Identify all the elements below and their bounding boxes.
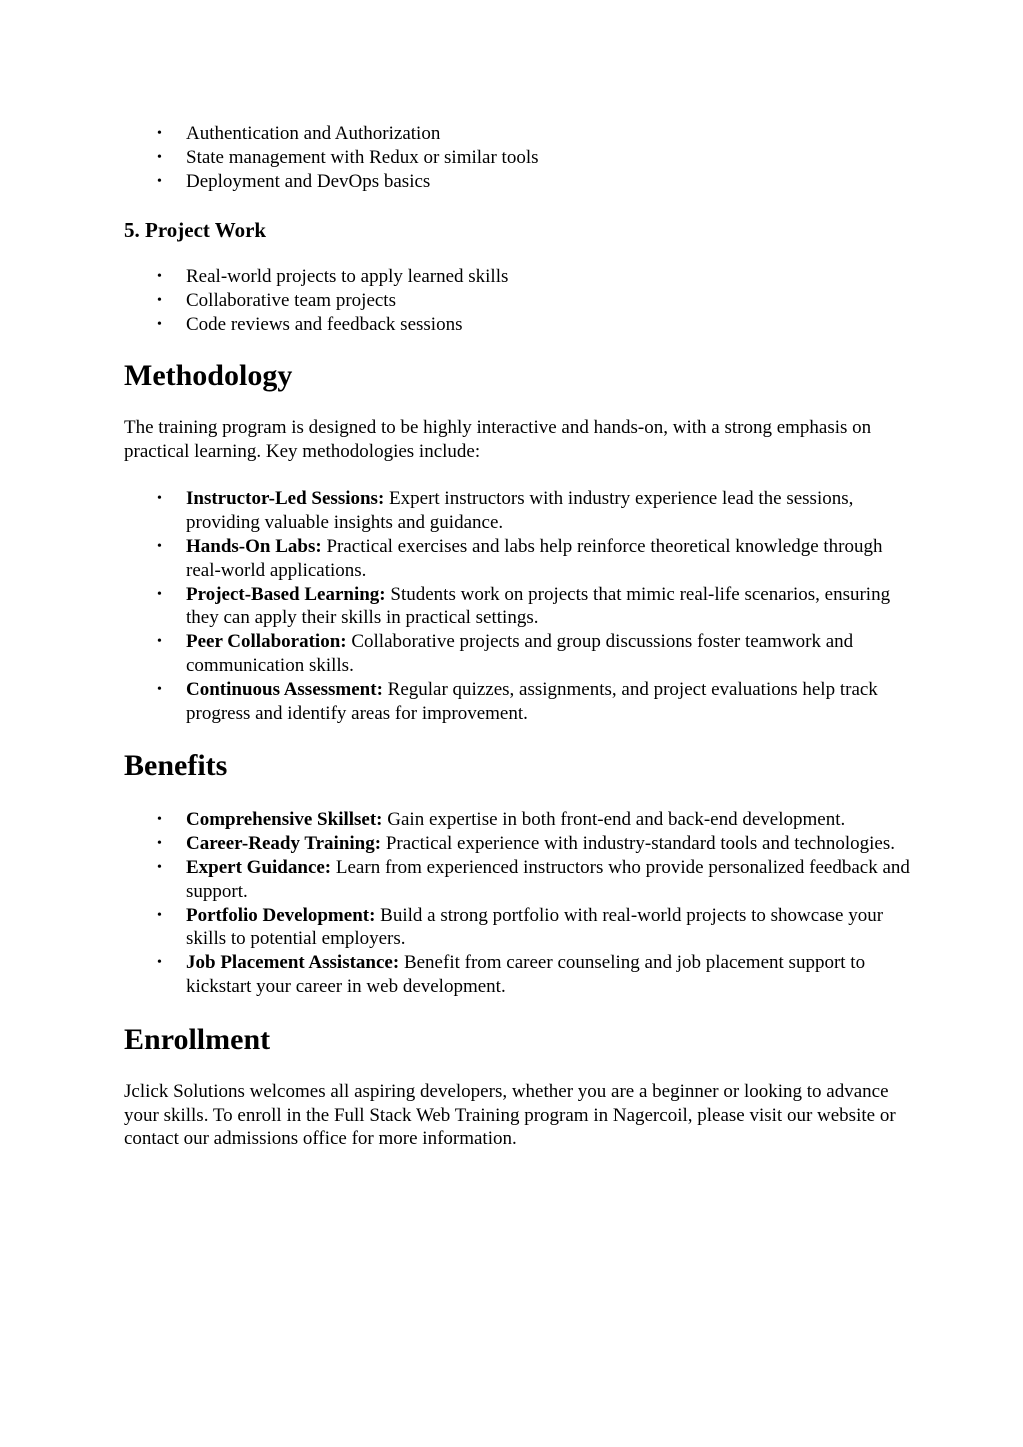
bullet-icon — [157, 832, 162, 856]
list-item — [124, 678, 914, 726]
list-item-term: Peer Collaboration: — [186, 631, 347, 653]
bullet-icon — [157, 146, 162, 170]
list-item-text: Regular quizzes, assignments, and project evaluations help track progress and identify areas for improvement. — [186, 678, 878, 724]
bullet-icon — [157, 856, 162, 880]
methodology-intro: The training program is designed to be highly interactive and hands-on, with a strong emphasis on practical learning. Key methodologies include: — [124, 416, 872, 462]
list-item-text: Practical experience with industry-standard tools and technologies. — [381, 833, 895, 855]
project-work-list — [124, 265, 914, 336]
list-item — [124, 265, 914, 289]
list-item — [124, 904, 914, 952]
list-item-text: Expert instructors with industry experience lead the sessions, providing valuable insights and guidance. — [186, 488, 854, 534]
list-item-text: Collaborative team projects — [186, 290, 396, 312]
list-item-text: Build a strong portfolio with real-world projects to showcase your skills to potential employers. — [186, 904, 884, 950]
benefits-heading: Benefits — [124, 749, 228, 783]
list-item — [124, 630, 914, 678]
bullet-icon — [157, 678, 162, 702]
list-item-text: Practical exercises and labs help reinforce theoretical knowledge through real-world applications. — [186, 535, 883, 581]
bullet-icon — [157, 289, 162, 313]
list-item — [124, 832, 914, 856]
list-item — [124, 951, 914, 999]
list-item-text: Authentication and Authorization — [186, 123, 441, 144]
list-item-term: Project-Based Learning: — [186, 583, 386, 605]
bullet-icon — [157, 951, 162, 975]
list-item-text: Deployment and DevOps basics — [186, 170, 431, 192]
bullet-icon — [157, 904, 162, 928]
bullet-icon — [157, 630, 162, 654]
intro-list — [124, 122, 914, 193]
list-item — [124, 856, 914, 904]
list-item-term: Career-Ready Training: — [186, 833, 382, 855]
bullet-icon — [157, 583, 162, 607]
list-item-term: Comprehensive Skillset: — [186, 809, 383, 831]
list-item-term: Hands-On Labs: — [186, 535, 322, 557]
bullet-icon — [157, 265, 162, 289]
bullet-icon — [157, 313, 162, 337]
list-item-text: Students work on projects that mimic real-life scenarios, ensuring they can apply their skills in practical settings. — [186, 583, 891, 629]
bullet-icon — [157, 122, 162, 146]
list-item-text: Benefit from career counseling and job placement support to kickstart your career in web development. — [186, 952, 866, 997]
bullet-icon — [157, 535, 162, 559]
bullet-icon — [157, 487, 162, 511]
list-item — [124, 122, 914, 146]
list-item-text: Learn from experienced instructors who provide personalized feedback and support. — [186, 856, 910, 902]
list-item-text: Collaborative projects and group discussions foster teamwork and communication skills. — [186, 631, 854, 676]
document-page — [124, 122, 914, 1151]
list-item-text: Gain expertise in both front-end and back-end development. — [382, 809, 846, 831]
list-item-term: Expert Guidance: — [186, 856, 332, 878]
project-work-heading: 5. Project Work — [124, 218, 267, 243]
list-item — [124, 170, 914, 194]
list-item — [124, 487, 914, 535]
methodology-heading: Methodology — [124, 358, 293, 392]
list-item — [124, 313, 914, 337]
enrollment-text: Jclick Solutions welcomes all aspiring developers, whether you are a beginner or looking to advance your skills. To enroll in the Full Stack Web Training program in Nagercoil, please visit our website or contact our admissions office for more information. — [124, 1080, 896, 1150]
list-item-term: Portfolio Development: — [186, 904, 376, 926]
list-item-term: Job Placement Assistance: — [186, 952, 400, 974]
list-item — [124, 808, 914, 832]
list-item — [124, 289, 914, 313]
bullet-icon — [157, 808, 162, 832]
list-item-text: State management with Redux or similar tools — [186, 146, 539, 168]
list-item — [124, 146, 914, 170]
list-item-text: Real-world projects to apply learned skills — [186, 266, 509, 288]
list-item-term: Continuous Assessment: — [186, 678, 383, 700]
list-item — [124, 535, 914, 583]
enrollment-heading: Enrollment — [124, 1022, 271, 1056]
list-item-text: Code reviews and feedback sessions — [186, 313, 463, 335]
benefits-list — [124, 808, 914, 998]
methodology-list — [124, 487, 914, 725]
list-item — [124, 583, 914, 631]
bullet-icon — [157, 170, 162, 194]
list-item-term: Instructor-Led Sessions: — [186, 488, 385, 510]
